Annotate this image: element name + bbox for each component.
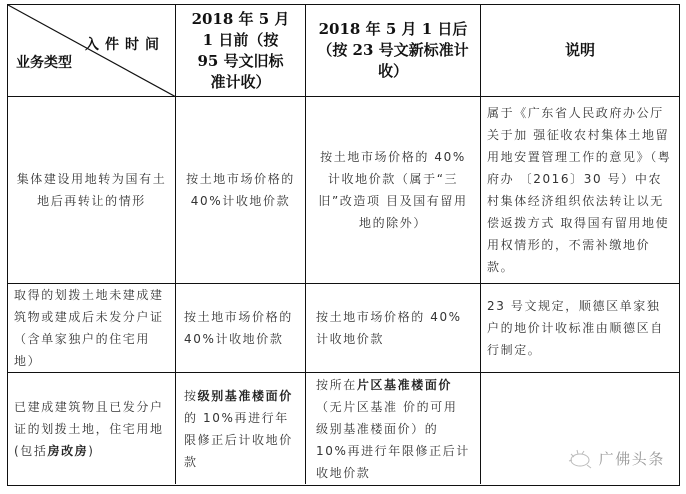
row3-before-cell xyxy=(176,373,306,484)
row1-before: 按土地市场价格的 40%计收地价款 xyxy=(186,172,295,208)
row3-after-cell xyxy=(306,373,481,484)
row3-after-pre: 按所在 xyxy=(316,377,357,392)
row2-before: 按土地市场价格的 40%计收地价款 xyxy=(184,310,293,346)
corner-label-time: 入件时间 xyxy=(85,37,165,53)
row3-type-cell xyxy=(8,373,176,484)
row1-before-cell xyxy=(176,97,306,284)
row3-type-bold: 房改房 xyxy=(47,443,89,458)
header-note: 说明 xyxy=(564,41,595,59)
row3-type xyxy=(14,396,169,462)
header-corner-cell xyxy=(8,5,176,97)
corner-label-type: 业务类型 xyxy=(16,55,72,71)
row2-after: 按土地市场价格的 40%计收地价款 xyxy=(316,310,462,346)
row2-type: 取得的划拨土地未建成建筑物或建成后未发分户证（含单家独户的住宅用地） xyxy=(14,288,164,368)
row1-after-cell xyxy=(306,97,481,284)
header-before: 2018 年 5 月 1 日前（按 95 号文旧标准计收） xyxy=(191,9,290,91)
row3-type-text: 已建成建筑物且已发分户证的划拨土地，住宅用地(包括 xyxy=(14,399,164,458)
row3-after xyxy=(316,374,470,484)
row2-after-cell xyxy=(306,284,481,373)
land-price-table xyxy=(7,4,680,486)
row3-before-pre: 按 xyxy=(184,388,198,403)
row1-type-cell xyxy=(8,97,176,284)
row3-after-post: （无片区基准 价的可用级别基准楼面价）的 10%再进行年限修正后计收地价款 xyxy=(316,399,470,480)
header-before-cell xyxy=(176,5,306,97)
wechat-logo-icon xyxy=(565,448,595,470)
row1-note-cell xyxy=(481,97,679,284)
row3-before xyxy=(184,385,297,473)
row2-note: 23 号文规定，顺德区单家独户的地价计收标准由顺德区自行制定。 xyxy=(487,299,664,357)
row3-after-bold: 片区基准楼面价 xyxy=(356,377,453,392)
row2-note-cell xyxy=(481,284,679,373)
row3-type-end: ) xyxy=(88,443,95,458)
watermark-text: 广佛头条 xyxy=(598,450,665,468)
row1-note: 属于《广东省人民政府办公厅关于加 强征收农村集体土地留用地安置管理工作的意见》（粤府办 〔2016〕30 号）中农村集体经济组织依法转让以无偿返拨方式 取得国有留用地使用权情形的，不需补缴地价款。 xyxy=(487,106,672,274)
row2-type-cell xyxy=(8,284,176,373)
header-note-cell xyxy=(481,5,679,97)
row1-type: 集体建设用地转为国有土地后再转让的情形 xyxy=(16,172,167,208)
row3-before-bold: 级别基准楼面价 xyxy=(197,388,293,403)
row2-before-cell xyxy=(176,284,306,373)
row3-note-cell xyxy=(481,373,679,484)
row3-before-post: 的 10%再进行年限修正后计收地价款 xyxy=(184,410,293,469)
header-after-cell xyxy=(306,5,481,97)
header-after: 2018 年 5 月 1 日后（按 23 号文新标准计收） xyxy=(317,20,469,80)
watermark xyxy=(565,448,665,470)
row1-after: 按土地市场价格的 40%计收地价款（属于“三旧”改造项 目及国有留用地的除外） xyxy=(318,150,468,230)
